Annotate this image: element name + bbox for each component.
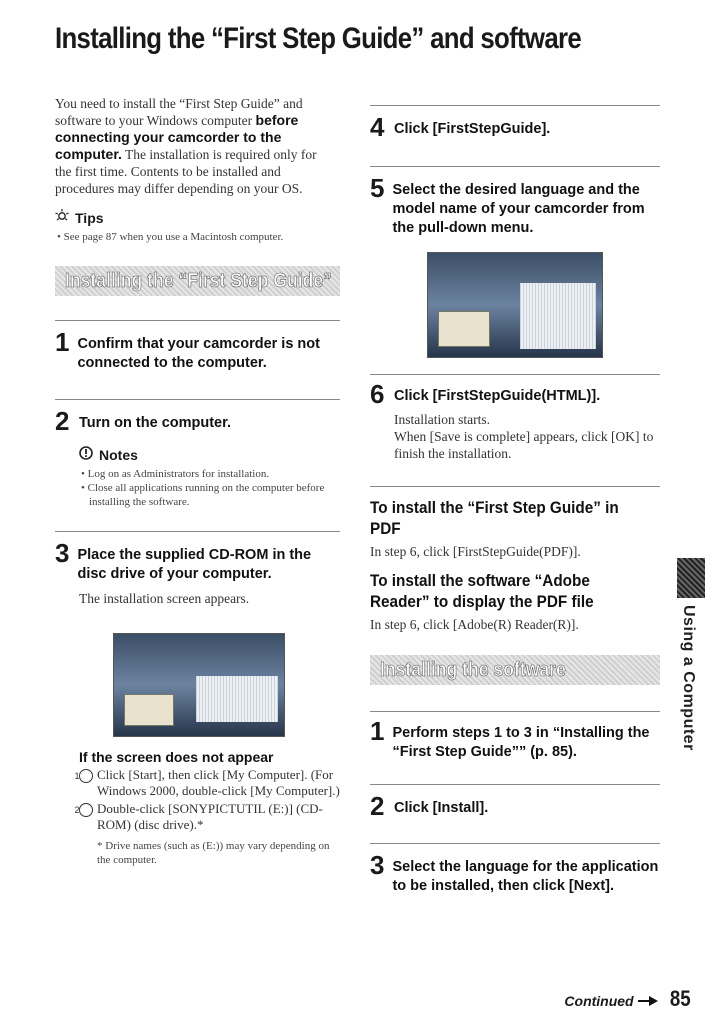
arrow-right-icon — [638, 993, 658, 1009]
step-number: 4 — [370, 112, 385, 142]
step-3-insert-cd — [55, 540, 340, 584]
intro-text-1: You need to install the “First Step Guide” and software to your Windows computer — [55, 96, 303, 128]
adobe-heading: To install the software “Adobe Reader” to display the PDF file — [370, 571, 594, 611]
note-item: • Log on as Administrators for installation. — [81, 468, 270, 480]
notes-list — [79, 467, 340, 509]
step-3-body: The installation screen appears. — [79, 591, 250, 606]
footnote: * Drive names (such as (E:)) may vary depending on the computer. — [97, 840, 330, 866]
step-text: Click [FirstStepGuide(HTML)]. — [394, 388, 601, 404]
adobe-body: In step 6, click [Adobe(R) Reader(R)]. — [370, 617, 579, 632]
divider — [370, 374, 660, 375]
right-column — [370, 95, 660, 896]
step-text: Confirm that your camcorder is not connected to the computer. — [77, 336, 320, 371]
step-1-confirm — [55, 329, 340, 373]
tip-item: • See page 87 when you use a Macintosh computer. — [57, 231, 284, 243]
page-number: 85 — [669, 986, 691, 1011]
step-3-select-language — [370, 852, 660, 896]
step-number: 1 — [370, 716, 385, 746]
step-1-perform-steps — [370, 718, 660, 762]
installation-screen-image — [113, 633, 285, 737]
note-item: • Close all applications running on the computer before installing the software. — [81, 482, 325, 508]
step-5-select-language — [370, 175, 660, 238]
page-footer — [564, 986, 692, 1012]
step-2-turn-on — [55, 408, 340, 434]
lightbulb-icon — [55, 209, 69, 226]
tips-list — [55, 230, 340, 244]
notes-label: Notes — [99, 446, 138, 463]
step-number: 5 — [370, 173, 385, 203]
step-number: 3 — [370, 850, 385, 880]
no-screen-item: 1 Click [Start], then click [My Computer]. (For Windows 2000, double-click [My Computer].) — [74, 767, 340, 798]
screenshot-menu-panel — [196, 676, 278, 722]
divider — [370, 784, 660, 785]
intro-bold: before connecting your camcorder to the computer. — [55, 112, 299, 162]
divider — [55, 399, 340, 400]
tips-label: Tips — [75, 209, 104, 226]
pdf-body: In step 6, click [FirstStepGuide(PDF)]. — [370, 544, 581, 559]
divider — [55, 320, 340, 321]
step-number: 2 — [55, 406, 70, 436]
divider — [370, 843, 660, 844]
divider — [370, 711, 660, 712]
no-screen-heading: If the screen does not appear — [79, 749, 274, 765]
step-6-line-2: When [Save is complete] appears, click [OK] to finish the installation. — [394, 429, 654, 461]
step-4-click-firststepguide — [370, 114, 660, 140]
step-number: 3 — [55, 538, 70, 568]
pdf-heading: To install the “First Step Guide” in PDF — [370, 498, 619, 538]
step-text: Select the language for the application to be installed, then click [Next]. — [392, 859, 659, 894]
step-text: Perform steps 1 to 3 in “Installing the “First Step Guide”” (p. 85). — [392, 725, 650, 760]
section-bar-first-step-guide: Installing the “First Step Guide” — [55, 266, 340, 296]
step-number: 1 — [55, 327, 70, 357]
step-text: Place the supplied CD-ROM in the disc drive of your computer. — [77, 547, 312, 582]
section-tab-label: Using a Computer — [680, 605, 697, 751]
notes-heading — [79, 446, 340, 463]
no-screen-list — [74, 767, 340, 833]
notes-icon — [79, 446, 93, 463]
continued-label: Continued — [564, 993, 657, 1009]
step-text: Turn on the computer. — [79, 415, 231, 431]
step-6-body — [370, 411, 660, 462]
step-2-click-install — [370, 793, 660, 819]
intro-text-2: The installation is required only for the first time. Contents to be installed and procedures may differ depending on your OS. — [55, 147, 317, 196]
section-bar-software: Installing the software — [370, 655, 660, 685]
language-select-screen-image — [427, 252, 603, 358]
divider — [370, 105, 660, 106]
divider — [55, 531, 340, 532]
step-text: Select the desired language and the model name of your camcorder from the pull-down menu. — [392, 182, 645, 236]
step-6-line-1: Installation starts. — [394, 412, 490, 427]
step-text: Click [FirstStepGuide]. — [394, 121, 551, 137]
divider — [370, 486, 660, 487]
intro-paragraph — [55, 95, 327, 197]
section-tab-marker — [677, 558, 705, 598]
no-screen-item: 2 Double-click [SONYPICTUTIL (E:)] (CD-ROM) (disc drive).* — [74, 801, 323, 832]
screenshot-book-graphic — [124, 694, 174, 726]
step-text: Click [Install]. — [394, 800, 489, 816]
step-number: 2 — [370, 791, 385, 821]
left-column — [55, 95, 340, 867]
step-6-click-html — [370, 381, 660, 407]
divider — [370, 166, 660, 167]
step-number: 6 — [370, 379, 385, 409]
screenshot-book-graphic — [438, 311, 490, 347]
tips-heading — [55, 209, 340, 226]
page-title: Installing the “First Step Guide” and software — [55, 22, 581, 55]
screenshot-pulldown-panel — [520, 283, 596, 349]
